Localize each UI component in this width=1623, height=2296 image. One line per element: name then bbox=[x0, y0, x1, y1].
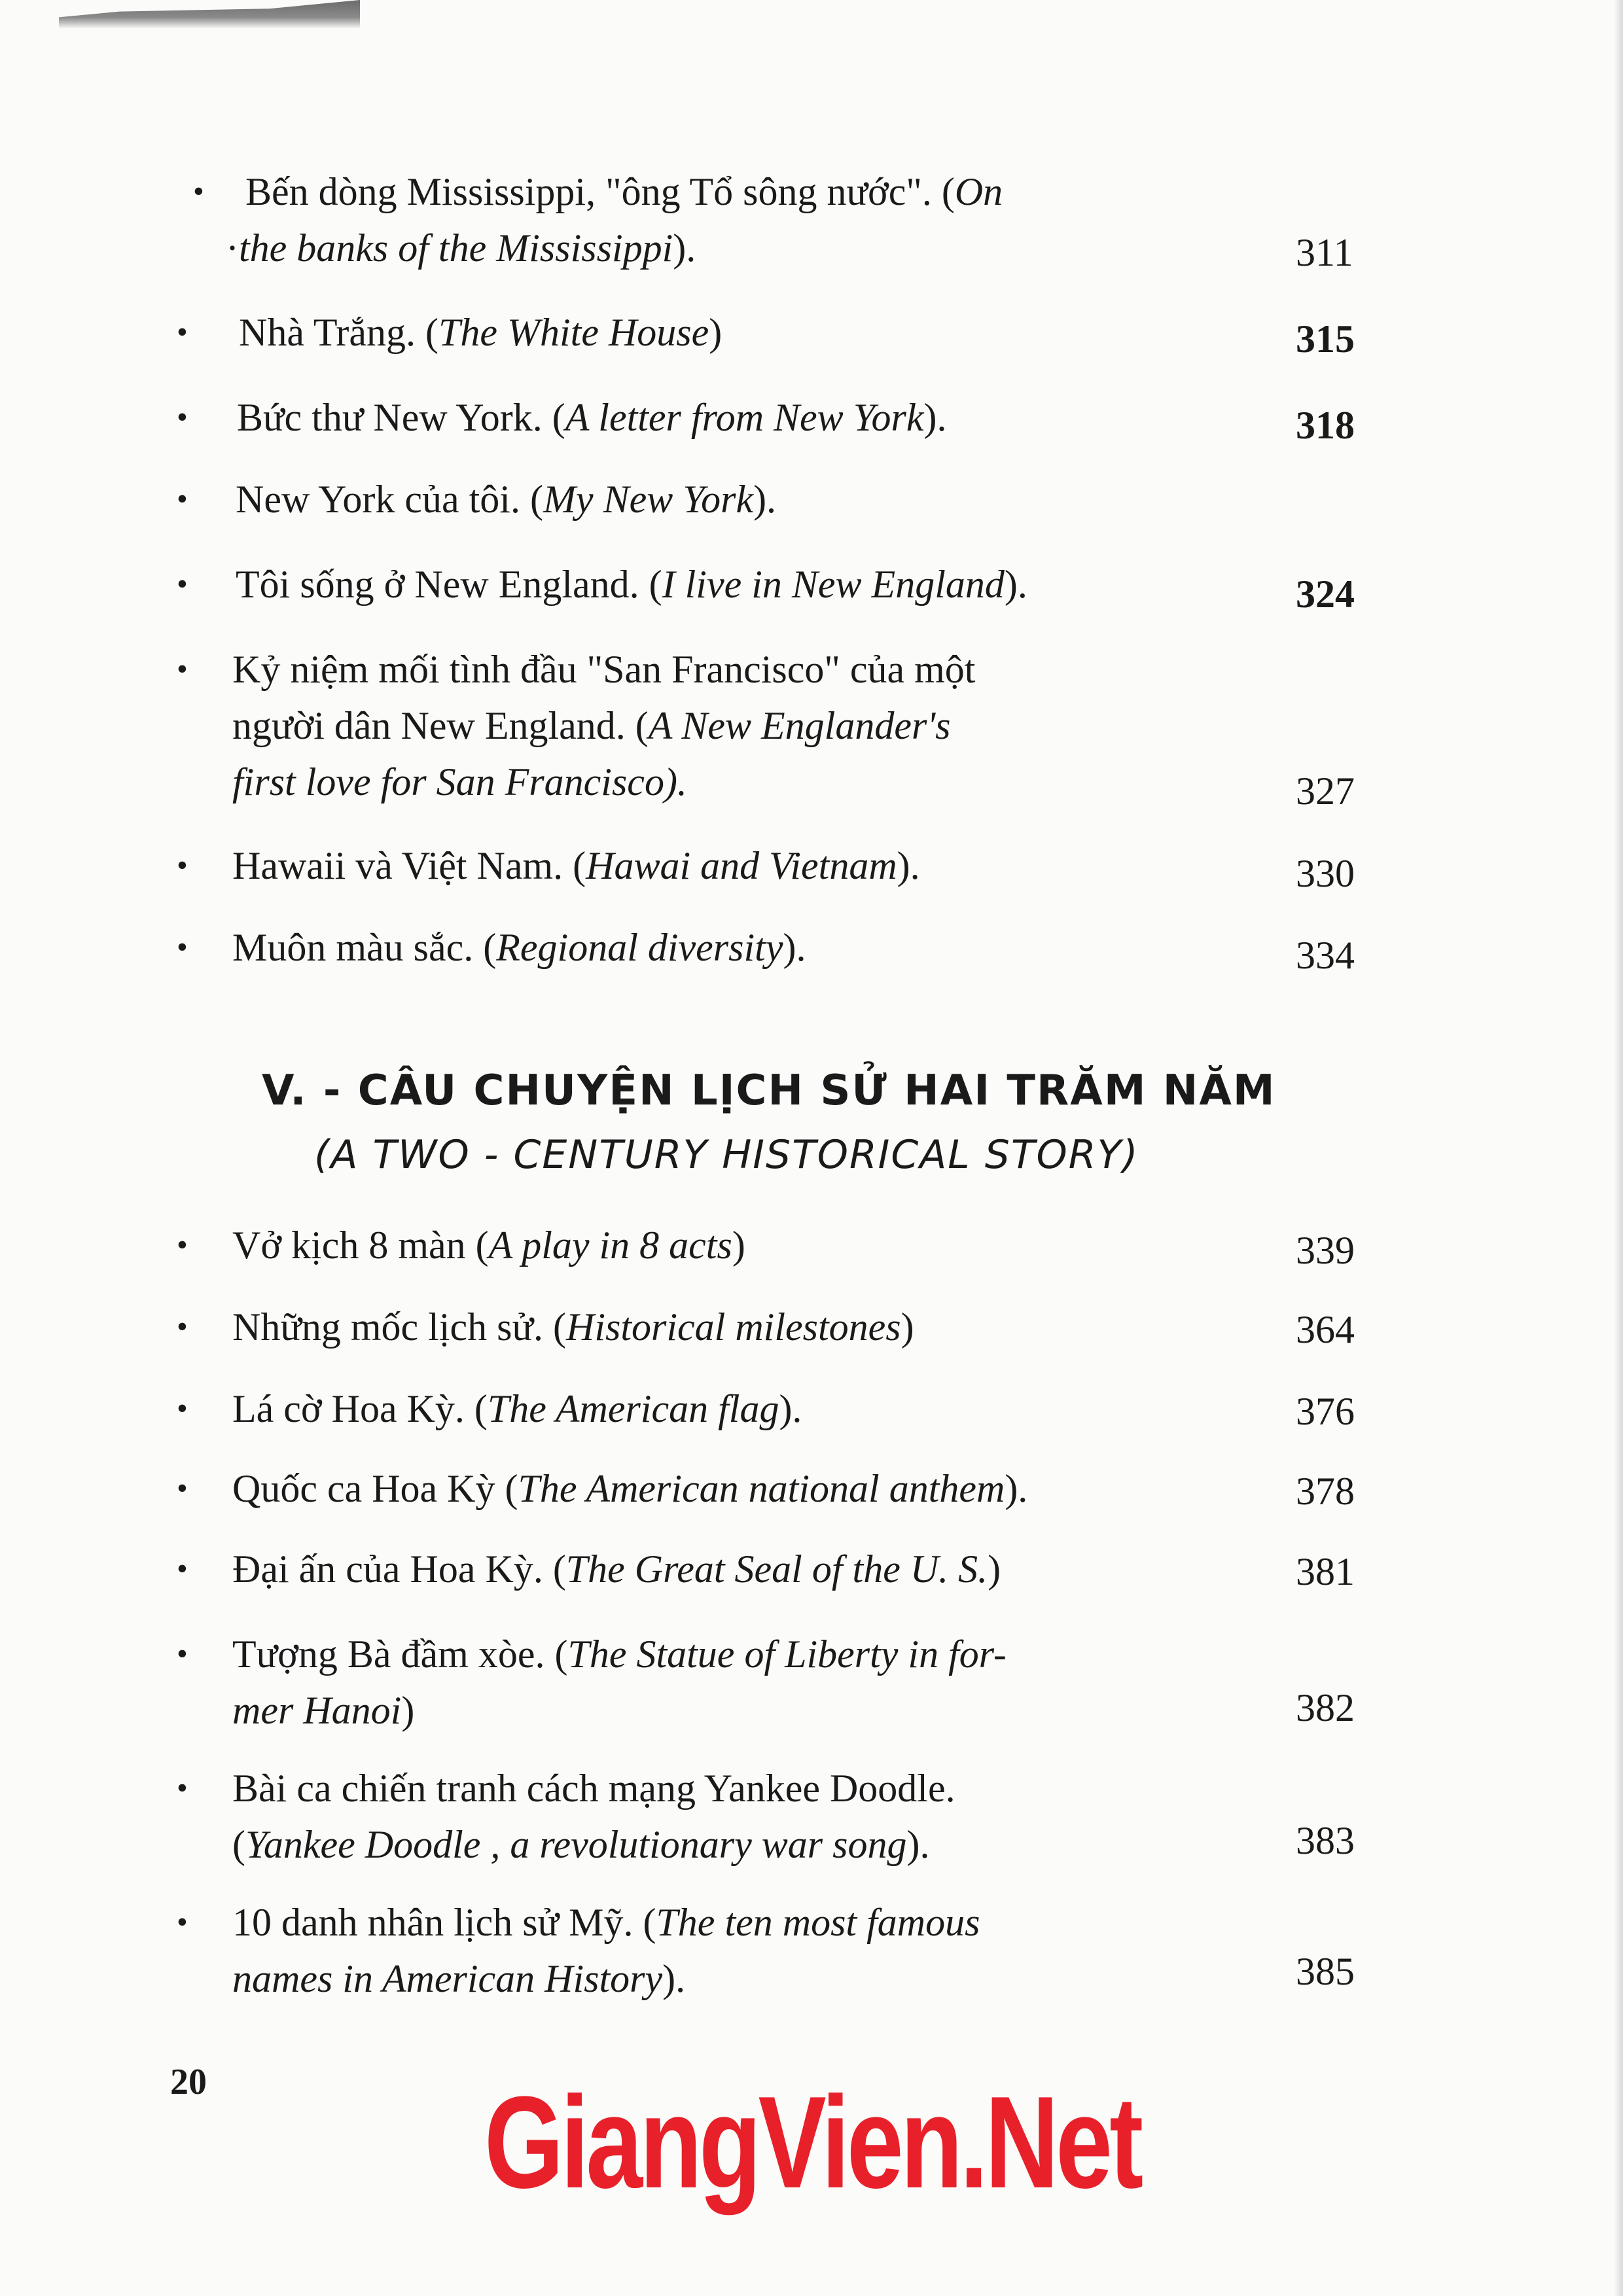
page-number: 378 bbox=[1296, 1470, 1355, 1513]
bullet-icon: • bbox=[177, 1391, 188, 1426]
entry-title: Lá cờ Hoa Kỳ. (The American flag). bbox=[232, 1387, 802, 1430]
page-number: 381 bbox=[1296, 1550, 1355, 1593]
bullet-icon: • bbox=[177, 567, 188, 601]
entry-title: New York của tôi. (My New York). bbox=[236, 478, 777, 521]
bullet-icon: • bbox=[177, 1636, 188, 1671]
bullet-icon: • bbox=[177, 1905, 188, 1939]
bullet-icon: • bbox=[177, 1309, 188, 1344]
page-edge bbox=[1614, 0, 1623, 2296]
entry-title: Tôi sống ở New England. (I live in New England). bbox=[236, 563, 1027, 606]
page-number: 315 bbox=[1296, 317, 1355, 361]
scan-edge-shadow bbox=[59, 0, 360, 29]
bullet-icon: • bbox=[177, 652, 188, 686]
page-number: 385 bbox=[1296, 1950, 1355, 1993]
folio-page-number: 20 bbox=[170, 2062, 207, 2102]
section-title: V. - CÂU CHUYỆN LỊCH SỬ HAI TRĂM NĂM bbox=[262, 1067, 1276, 1115]
entry-title: Hawaii và Việt Nam. (Hawai and Vietnam). bbox=[232, 844, 920, 887]
bullet-icon: • bbox=[177, 482, 188, 516]
bullet-icon: • bbox=[177, 1771, 188, 1805]
entry-title: Bức thư New York. (A letter from New York). bbox=[237, 396, 947, 439]
entry-title: Quốc ca Hoa Kỳ (The American national anthem). bbox=[232, 1467, 1028, 1510]
section-subtitle: (A TWO - CENTURY HISTORICAL STORY) bbox=[314, 1132, 1139, 1178]
page-number: 334 bbox=[1296, 934, 1355, 977]
page-number: 383 bbox=[1296, 1819, 1355, 1862]
entry-title: Muôn màu sắc. (Regional diversity). bbox=[232, 926, 806, 969]
page-number: 318 bbox=[1296, 404, 1355, 447]
bullet-icon: • bbox=[177, 1471, 188, 1506]
entry-title: 10 danh nhân lịch sử Mỹ. (The ten most famous names in American History). bbox=[232, 1901, 980, 2000]
bullet-icon: • bbox=[177, 1227, 188, 1262]
entry-title: Những mốc lịch sử. (Historical milestones) bbox=[232, 1305, 914, 1349]
entry-title: Kỷ niệm mối tình đầu "San Francisco" của một người dân New England. (A New Englander's first love for San Francisco). bbox=[232, 648, 976, 804]
page-number: 324 bbox=[1296, 573, 1355, 616]
page-number: 382 bbox=[1296, 1686, 1355, 1729]
entry-title: Tượng Bà đầm xòe. (The Statue of Liberty in for- mer Hanoi) bbox=[232, 1633, 1007, 1732]
watermark-logo: GiangVien.Net bbox=[484, 2070, 1141, 2216]
page-number: 364 bbox=[1296, 1308, 1355, 1351]
entry-title: Vở kịch 8 màn (A play in 8 acts) bbox=[232, 1224, 745, 1267]
bullet-icon: • bbox=[177, 400, 188, 434]
page-number: 327 bbox=[1296, 769, 1355, 813]
entry-title: Bến dòng Mississippi, "ông Tổ sông nước". (On ·the banks of the Mississippi). bbox=[226, 170, 1003, 270]
bullet-icon: • bbox=[193, 174, 204, 209]
page-number: 311 bbox=[1296, 231, 1353, 274]
entry-title: Bài ca chiến tranh cách mạng Yankee Doodle. (Yankee Doodle , a revolutionary war song). bbox=[232, 1767, 955, 1866]
entry-title: Đại ấn của Hoa Kỳ. (The Great Seal of the U. S.) bbox=[232, 1547, 1001, 1591]
bullet-icon: • bbox=[177, 1551, 188, 1586]
bullet-icon: • bbox=[177, 848, 188, 883]
entry-title: Nhà Trắng. (The White House) bbox=[239, 311, 722, 354]
page-number: 330 bbox=[1296, 852, 1355, 895]
page-number: 376 bbox=[1296, 1390, 1355, 1433]
page-number: 339 bbox=[1296, 1229, 1355, 1272]
bullet-icon: • bbox=[177, 315, 188, 349]
bullet-icon: • bbox=[177, 930, 188, 964]
